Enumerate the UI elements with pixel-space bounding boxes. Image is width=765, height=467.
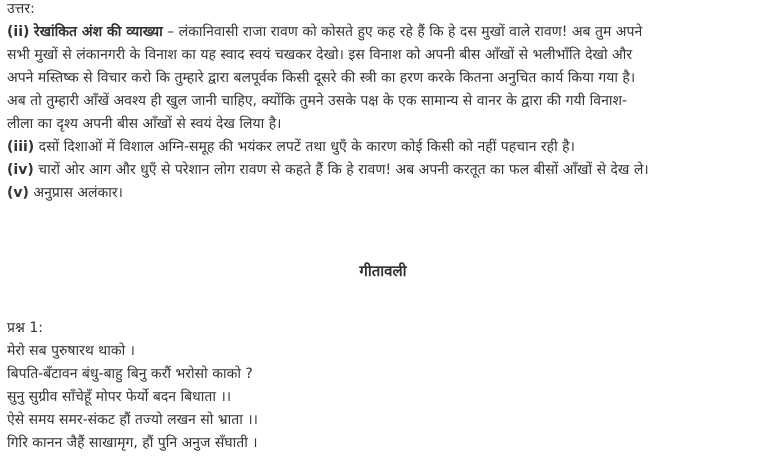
section-heading: गीतावली — [359, 262, 407, 280]
explanation-v-number: (v) — [7, 185, 29, 201]
explanation-iv-number: (iv) — [7, 162, 34, 178]
verse-line-5: गिरि कानन जैहैं साखामृग, हौं पुनि अनुज सँघाती । — [7, 435, 258, 451]
verse-line-1: मेरो सब पुरुषारथ थाको । — [7, 343, 135, 359]
question-label: प्रश्न 1: — [7, 320, 43, 336]
explanation-ii-line-1 — [7, 21, 649, 44]
explanation-ii-title: रेखांकित अंश की व्याख्या — [33, 24, 163, 40]
explanation-ii-line-2: सभी मुखों से लंकानगरी के विनाश का यह स्वाद स्वयं चखकर देखो। इस विनाश को अपनी बीस आँखों से भलीभाँति देखो और — [7, 47, 633, 63]
explanation-iv — [7, 159, 649, 182]
verse-line-3: सुनु सुग्रीव साँचेहूँ मोपर फेर्यो बदन बिधाता ।। — [7, 389, 232, 405]
explanation-v — [7, 182, 649, 205]
explanation-ii-line-5: लीला का दृश्य अपनी बीस आँखों से स्वयं देख लिया है। — [7, 116, 282, 132]
explanation-v-text: अनुप्रास अलंकार। — [28, 185, 123, 201]
explanation-iii-text: दसों दिशाओं में विशाल अग्नि-समूह की भयंकर लपटें तथा धुएँ के कारण कोई किसी को नहीं पहचान रही है। — [34, 139, 575, 155]
explanation-iii-number: (iii) — [7, 139, 35, 155]
question-section — [7, 317, 258, 455]
explanation-iii — [7, 136, 649, 159]
explanation-iv-text: चारों ओर आग और धुएँ से परेशान लोग रावण से कहते हैं कि हे रावण! अब अपनी करतूत का फल बीसों आँखों से देख ले। — [33, 162, 649, 178]
explanation-ii-line-3: अपने मस्तिष्क से विचार करो कि तुम्हारे द्वारा बलपूर्वक किसी दूसरे की स्त्री का हरण करके कितना अनुचित कार्य किया गया है। — [7, 70, 636, 86]
verse-line-4: ऐसे समय समर-संकट हौं तज्यो लखन सो भ्राता ।। — [7, 412, 258, 428]
verse-line-2: बिपति-बँटावन बंधु-बाहु बिनु करौं भरोसो काको ? — [7, 366, 253, 382]
explanation-ii-line-4: अब तो तुम्हारी आँखें अवश्य ही खुल जानी चाहिए, क्योंकि तुमने उसके पक्ष के एक सामान्य से वानर के द्वारा की गयी विनाश- — [7, 93, 628, 109]
answer-label: उत्तर: — [7, 1, 35, 17]
explanation-ii-text-1: – लंकानिवासी राजा रावण को कोसते हुए कह रहे हैं कि हे दस मुखों वाले रावण! अब तुम अपने — [162, 24, 643, 40]
answer-section — [7, 0, 649, 205]
explanation-ii-number: (ii) — [7, 24, 30, 40]
